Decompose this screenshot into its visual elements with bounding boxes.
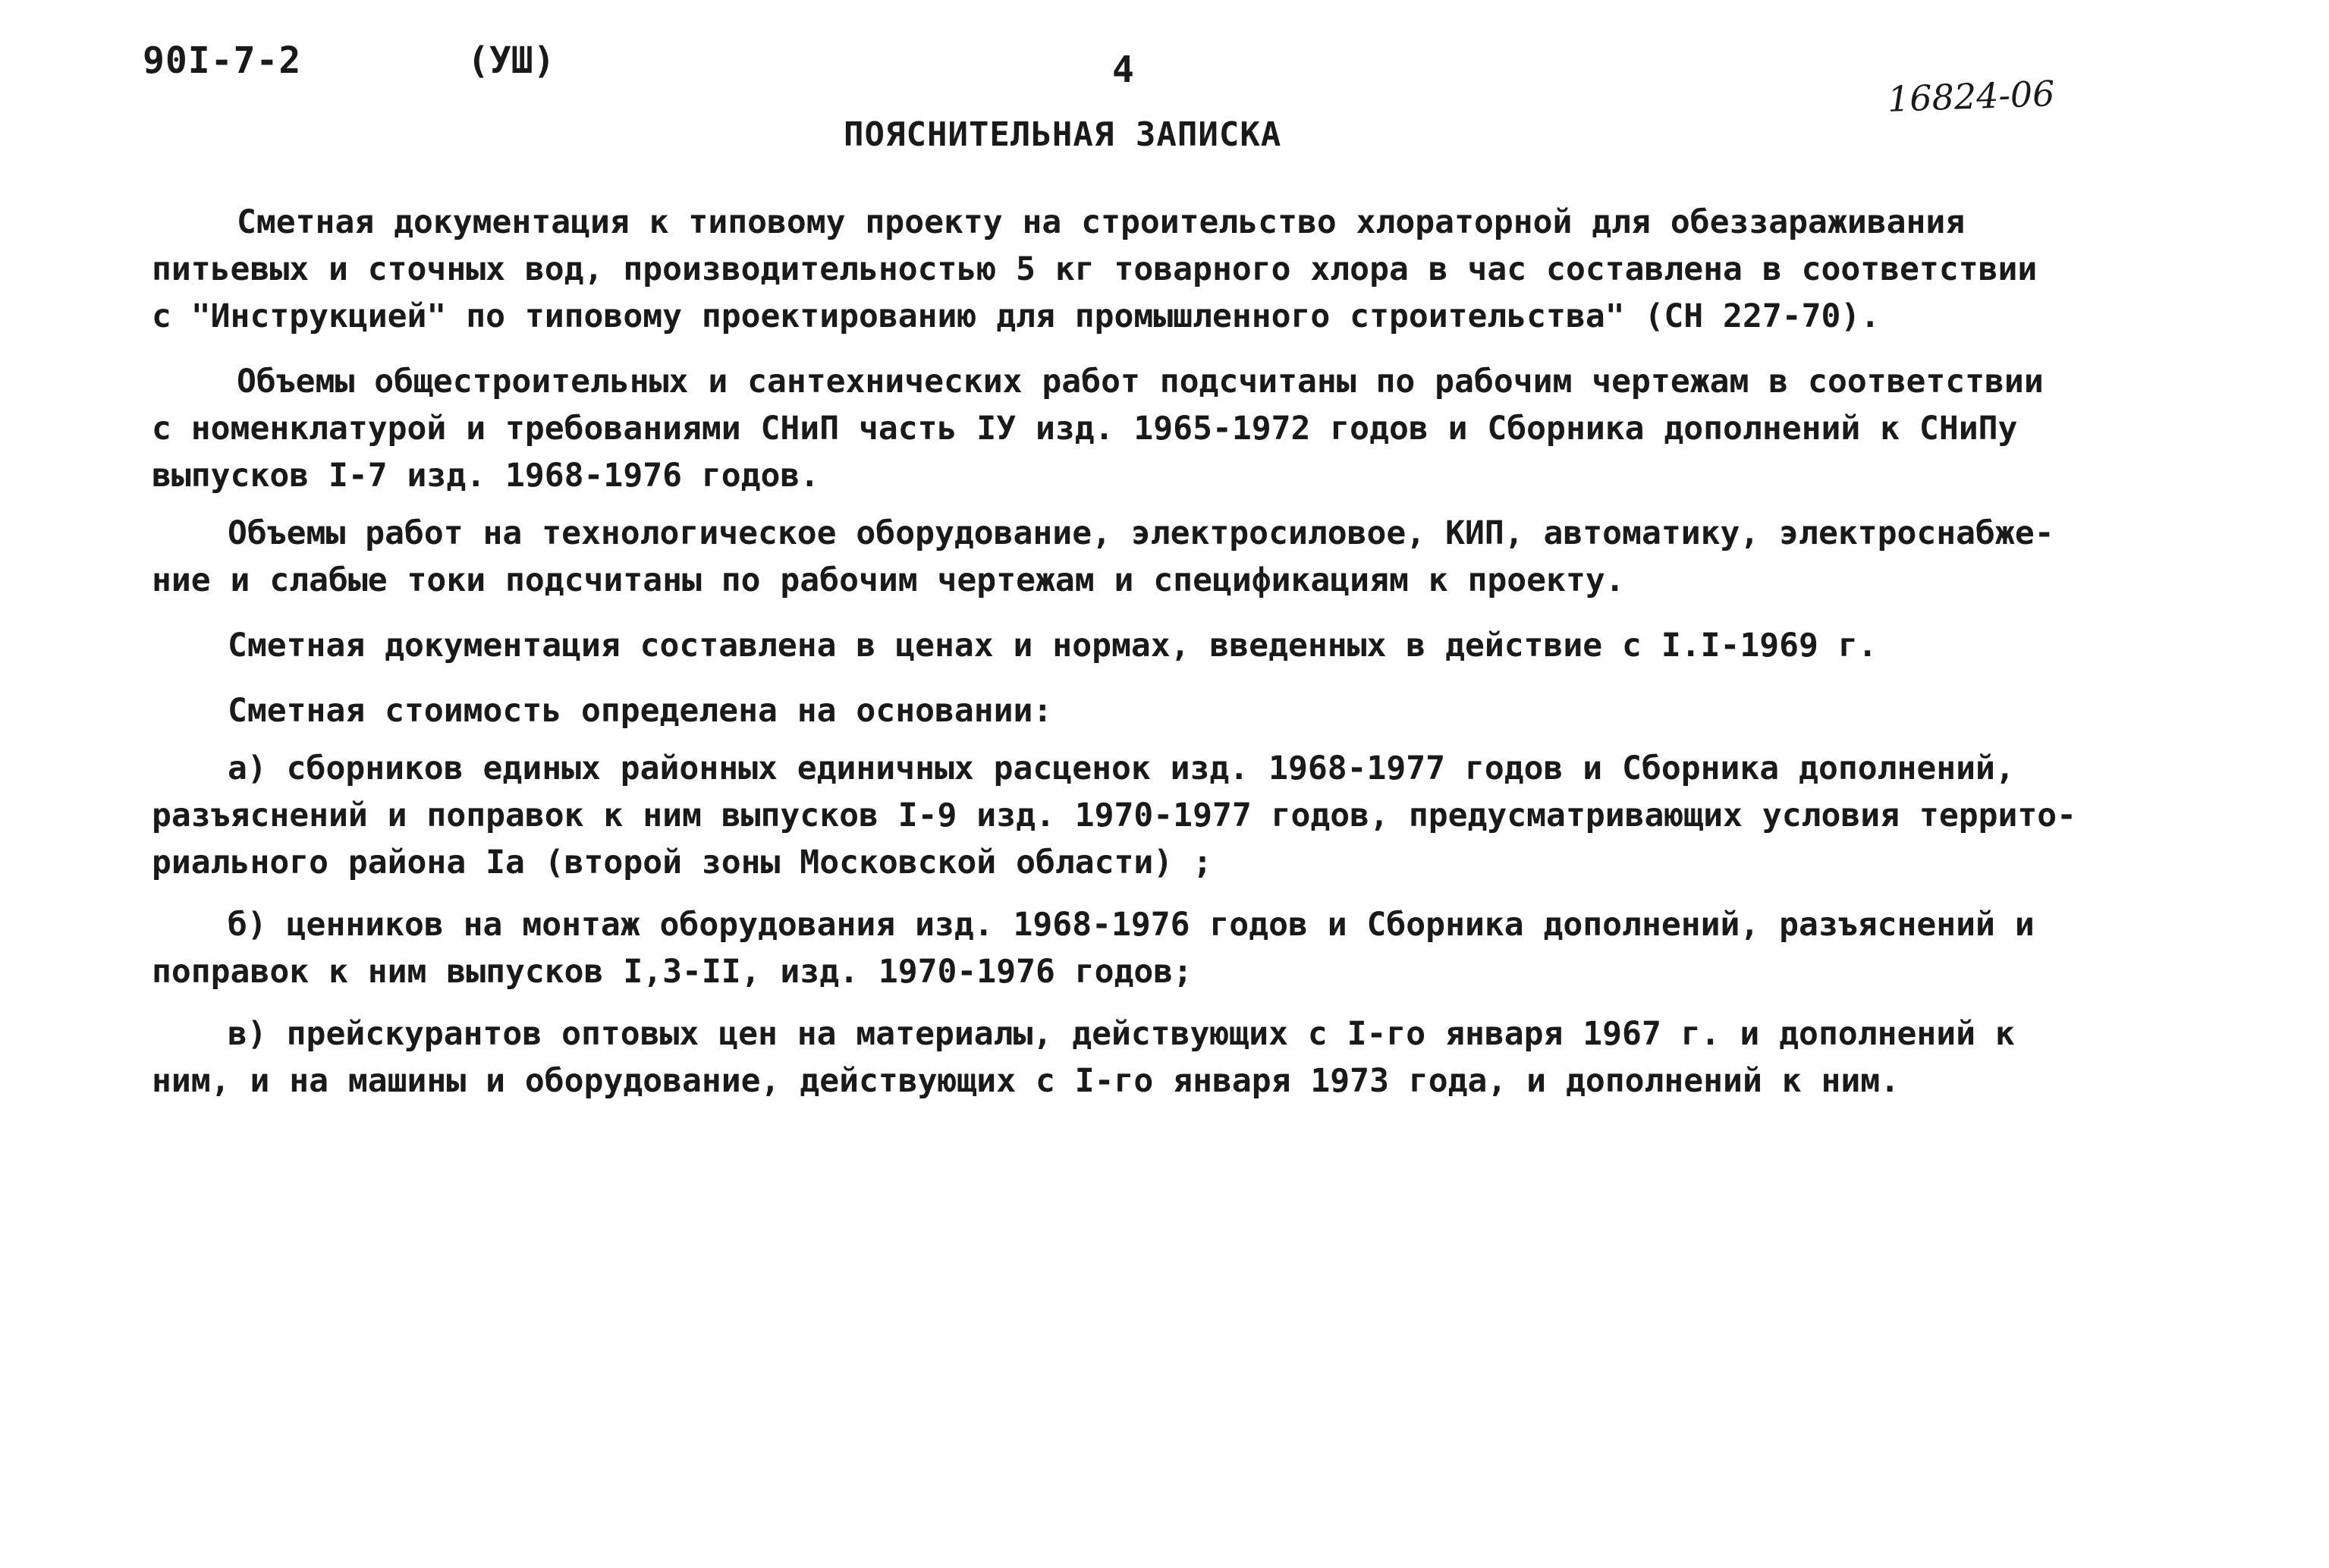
paragraph-intro xyxy=(152,199,2215,340)
text-line: выпусков I-7 изд. 1968-1976 годов. xyxy=(152,457,820,495)
text-line: с "Инструкцией" по типовому проектированию для промышленного строительства" (СН 227-70). xyxy=(152,297,1881,335)
volume-number: (УШ) xyxy=(467,39,555,82)
text-line: Сметная документация к типовому проекту на строительство хлораторной для обеззараживания xyxy=(237,203,1966,241)
text-line: Сметная стоимость определена на основании: xyxy=(228,692,1053,730)
text-line: а) сборников единых районных единичных расценок изд. 1968-1977 годов и Сборника дополнений, xyxy=(228,749,2015,787)
text-line: Объемы общестроительных и сантехнических работ подсчитаны по рабочим чертежам в соответствии xyxy=(237,363,2044,401)
text-line: разъяснений и поправок к ним выпусков I-9 изд. 1970-1977 годов, предусматривающих условия террито- xyxy=(152,797,2077,834)
list-item-a xyxy=(152,745,2215,886)
text-line: в) прейскурантов оптовых цен на материалы, действующих с I-го января 1967 г. и дополнений к xyxy=(228,1015,2015,1053)
list-item-c xyxy=(152,1010,2215,1105)
text-line: с номенклатурой и требованиями СНиП часть IУ изд. 1965-1972 годов и Сборника дополнений к СНиПу xyxy=(152,410,2018,448)
paragraph-equipment xyxy=(152,510,2215,604)
text-line: б) ценников на монтаж оборудования изд. 1968-1976 годов и Сборника дополнений, разъяснений и xyxy=(228,906,2035,944)
document-body xyxy=(152,199,2215,1105)
text-line: ним, и на машины и оборудование, действующих с I-го января 1973 года, и дополнений к ним. xyxy=(152,1062,1900,1100)
paragraph-prices xyxy=(152,622,2215,669)
text-line: ние и слабые токи подсчитаны по рабочим чертежам и спецификациям к проекту. xyxy=(152,561,1625,599)
text-line: Объемы работ на технологическое оборудование, электросиловое, КИП, автоматику, электроснабже- xyxy=(228,514,2054,552)
list-item-b xyxy=(152,901,2215,995)
document-code: 90I-7-2 xyxy=(143,39,302,82)
page-title: ПОЯСНИТЕЛЬНАЯ ЗАПИСКА xyxy=(844,115,1282,154)
text-line: питьевых и сточных вод, производительностью 5 кг товарного хлора в час составлена в соответствии xyxy=(152,250,2038,288)
handwritten-stamp: 16824-06 xyxy=(1887,73,2056,120)
text-line: Сметная документация составлена в ценах и нормах, введенных в действие с I.I-1969 г. xyxy=(228,627,1878,665)
page-number: 4 xyxy=(1112,49,1134,91)
text-line: риального района Iа (второй зоны Московской области) ; xyxy=(152,844,1212,881)
text-line: поправок к ним выпусков I,3-II, изд. 1970-1976 годов; xyxy=(152,953,1193,991)
paragraph-volumes xyxy=(152,358,2215,499)
paragraph-basis xyxy=(152,687,2215,734)
